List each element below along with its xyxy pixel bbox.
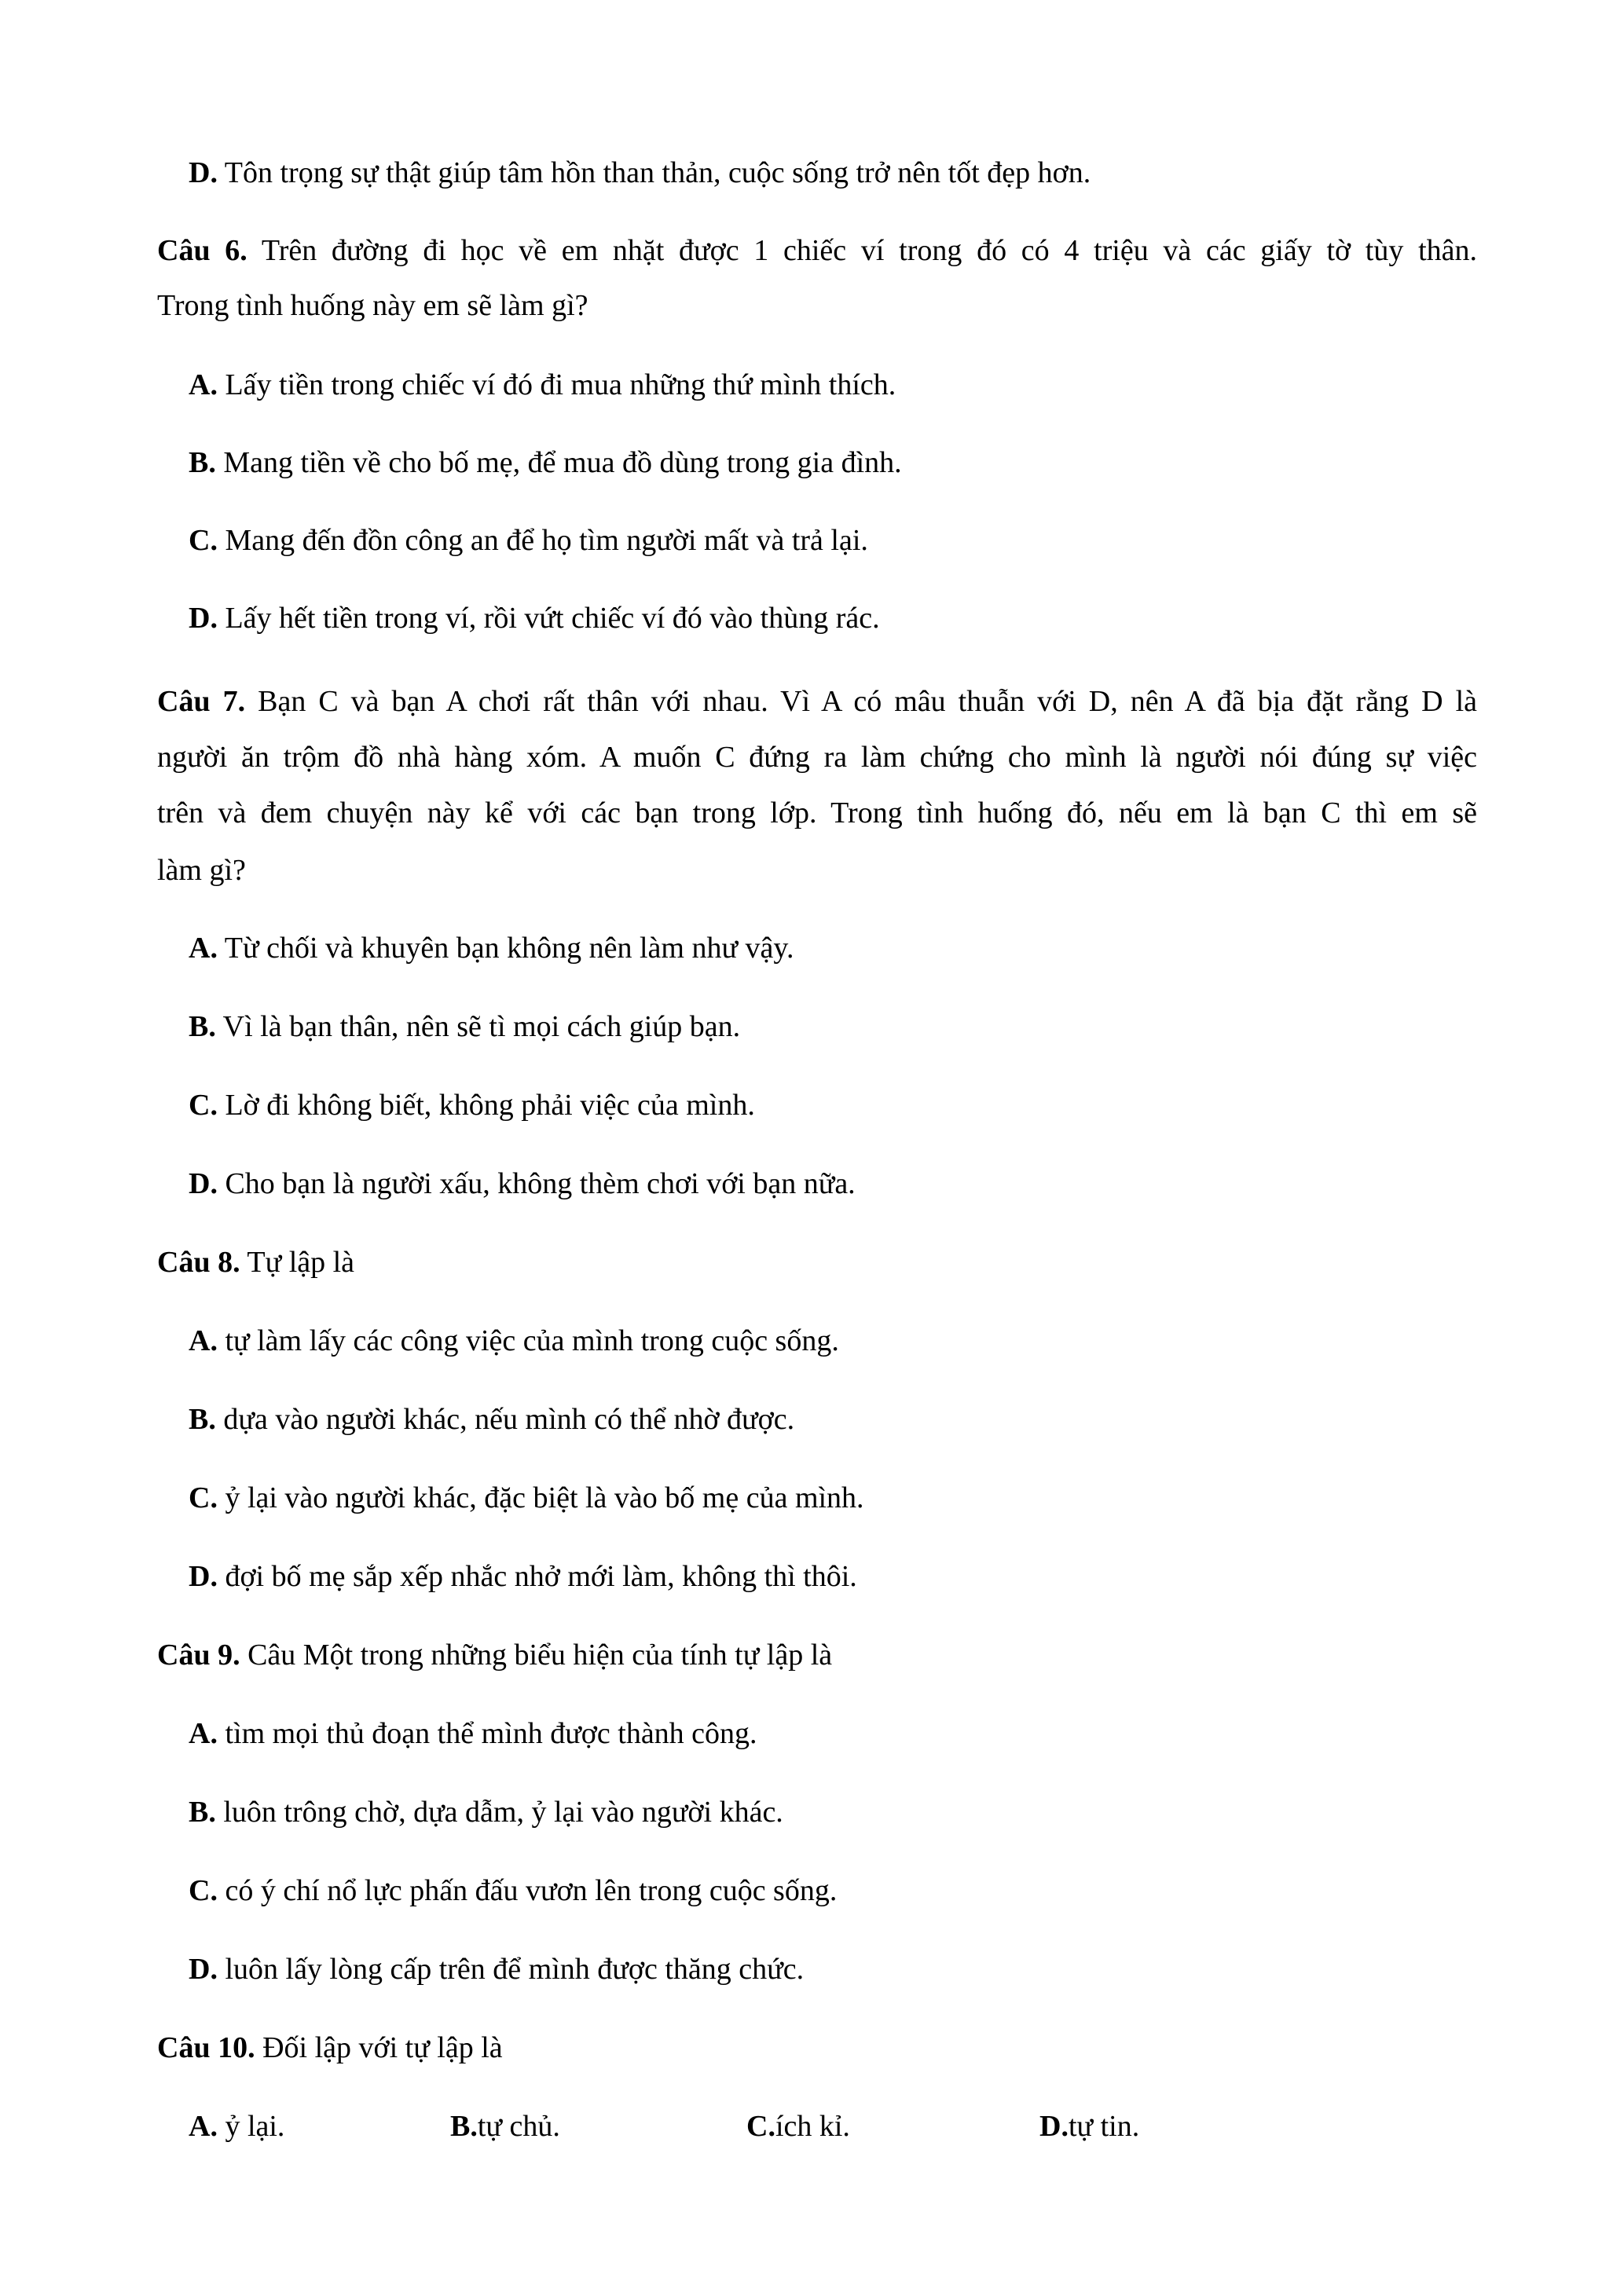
q8-option-d: [189, 1558, 857, 1595]
question-text: người ăn trộm đồ nhà hàng xóm. A muốn C đứng ra làm chứng cho mình là người nói đúng sự việc: [157, 741, 1477, 774]
option-letter: D.: [1039, 2110, 1069, 2143]
q10-options-row: [0, 2107, 1624, 2145]
option-letter: D.: [189, 156, 218, 189]
option-text: Mang đến đồn công an để họ tìm người mất và trả lại.: [217, 524, 868, 557]
option-text: Tôn trọng sự thật giúp tâm hồn than thản, cuộc sống trở nên tốt đẹp hơn.: [217, 156, 1091, 189]
option-text: Từ chối và khuyên bạn không nên làm như vậy.: [217, 932, 794, 965]
option-text: dựa vào người khác, nếu mình có thể nhờ được.: [215, 1403, 795, 1436]
q9-option-a: [189, 1715, 757, 1752]
option-letter: C.: [189, 1874, 218, 1907]
q8-option-c: [189, 1479, 864, 1517]
q10-option-c: [746, 2107, 850, 2145]
q8-stem: [157, 1243, 354, 1281]
option-letter: B.: [189, 1403, 216, 1436]
option-letter: A.: [189, 2110, 218, 2143]
q6-stem-line1: [157, 232, 1477, 269]
option-letter: C.: [746, 2110, 775, 2143]
q9-option-b: [189, 1793, 783, 1831]
question-label: Câu 10.: [157, 2031, 255, 2064]
option-letter: C.: [189, 1481, 218, 1514]
q8-option-b: [189, 1401, 794, 1438]
q6-option-b: [189, 444, 902, 482]
question-label: Câu 8.: [157, 1246, 240, 1279]
option-letter: D.: [189, 1953, 218, 1986]
q9-stem: [157, 1636, 832, 1674]
option-letter: A.: [189, 1717, 218, 1750]
option-letter: C.: [189, 1089, 218, 1122]
q6-option-c: [189, 522, 868, 559]
option-letter: D.: [189, 602, 218, 635]
q7-option-c: [189, 1086, 755, 1124]
question-text: làm gì?: [157, 854, 246, 887]
q6-option-d: [189, 599, 880, 637]
q10-stem: [157, 2029, 503, 2067]
q10-option-b: [450, 2107, 560, 2145]
question-text: trên và đem chuyện này kể với các bạn trong lớp. Trong tình huống đó, nếu em là bạn C thì em sẽ: [157, 796, 1477, 829]
option-text: tự tin.: [1068, 2110, 1140, 2143]
question-label: Câu 7.: [157, 685, 246, 718]
option-text: Lấy tiền trong chiếc ví đó đi mua những thứ mình thích.: [217, 368, 896, 401]
q7-stem-line2: [157, 738, 1477, 776]
option-text: tìm mọi thủ đoạn thể mình được thành công.: [217, 1717, 757, 1750]
option-text: tự làm lấy các công việc của mình trong cuộc sống.: [217, 1324, 839, 1357]
option-text: ích kỉ.: [775, 2110, 850, 2143]
option-text: tự chủ.: [477, 2110, 560, 2143]
q8-option-a: [189, 1322, 839, 1360]
q7-option-d: [189, 1165, 856, 1203]
option-letter: A.: [189, 932, 218, 965]
option-letter: B.: [189, 1796, 216, 1829]
option-text: Mang tiền về cho bố mẹ, để mua đồ dùng trong gia đình.: [215, 446, 902, 479]
q7-option-b: [189, 1008, 740, 1045]
q9-option-c: [189, 1872, 837, 1910]
q10-option-a: [189, 2107, 284, 2145]
option-letter: B.: [189, 1010, 216, 1043]
question-text: Câu Một trong những biểu hiện của tính tự lập là: [240, 1639, 833, 1672]
question-label: Câu 6.: [157, 234, 247, 267]
option-letter: D.: [189, 1560, 218, 1593]
option-text: có ý chí nổ lực phấn đấu vươn lên trong cuộc sống.: [217, 1874, 838, 1907]
option-text: Lấy hết tiền trong ví, rồi vứt chiếc ví đó vào thùng rác.: [217, 602, 880, 635]
option-text: luôn trông chờ, dựa dẫm, ỷ lại vào người khác.: [215, 1796, 783, 1829]
q7-stem-line3: [157, 794, 1477, 832]
option-letter: B.: [450, 2110, 478, 2143]
q10-option-d: [1039, 2107, 1139, 2145]
question-text: Đối lập với tự lập là: [255, 2031, 503, 2064]
question-text: Trên đường đi học về em nhặt được 1 chiếc ví trong đó có 4 triệu và các giấy tờ tùy thân.: [247, 234, 1478, 267]
option-letter: A.: [189, 1324, 218, 1357]
option-text: ỷ lại vào người khác, đặc biệt là vào bố mẹ của mình.: [217, 1481, 864, 1514]
option-letter: B.: [189, 446, 216, 479]
question-text: Trong tình huống này em sẽ làm gì?: [157, 289, 588, 322]
question-label: Câu 9.: [157, 1639, 240, 1672]
q9-option-d: [189, 1950, 804, 1988]
option-text: luôn lấy lòng cấp trên để mình được thăng chức.: [217, 1953, 805, 1986]
q6-stem-line2: [157, 287, 588, 324]
option-text: ỷ lại.: [217, 2110, 285, 2143]
q5-option-d: [189, 154, 1091, 192]
q7-stem-line4: [157, 851, 246, 889]
option-text: đợi bố mẹ sắp xếp nhắc nhở mới làm, không thì thôi.: [217, 1560, 857, 1593]
q7-stem-line1: [157, 683, 1477, 720]
q6-option-a: [189, 366, 896, 404]
option-letter: A.: [189, 368, 218, 401]
q7-option-a: [189, 929, 794, 967]
option-letter: C.: [189, 524, 218, 557]
option-text: Lờ đi không biết, không phải việc của mình.: [217, 1089, 755, 1122]
question-text: Tự lập là: [240, 1246, 355, 1279]
option-text: Cho bạn là người xấu, không thèm chơi với bạn nữa.: [217, 1167, 856, 1200]
question-text: Bạn C và bạn A chơi rất thân với nhau. Vì A có mâu thuẫn với D, nên A đã bịa đặt rằng D là: [245, 685, 1477, 718]
option-text: Vì là bạn thân, nên sẽ tì mọi cách giúp bạn.: [215, 1010, 741, 1043]
option-letter: D.: [189, 1167, 218, 1200]
